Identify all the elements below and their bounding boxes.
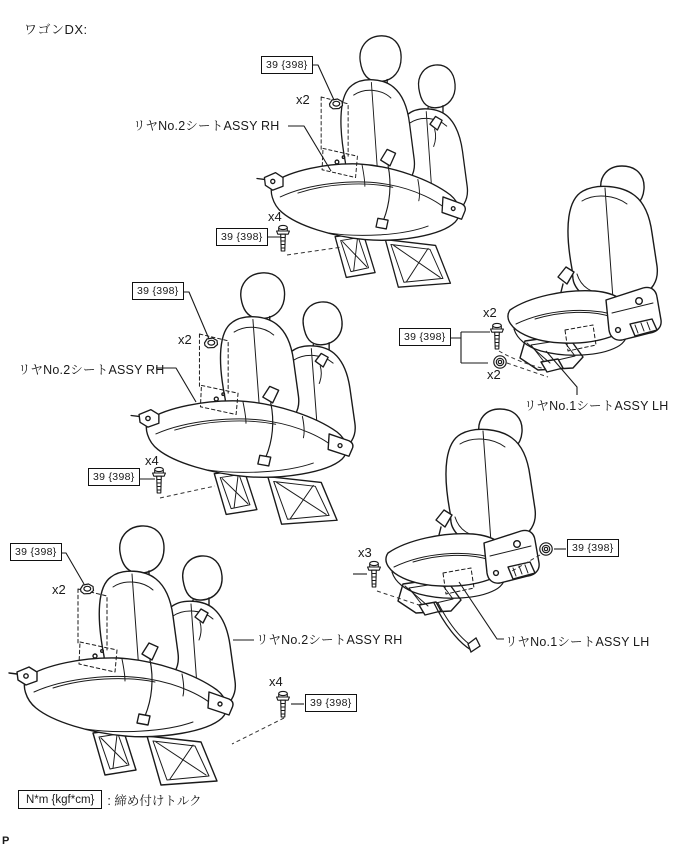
single-seat-no1-lh-1	[508, 166, 661, 372]
bolt-icon-bench2	[153, 467, 166, 493]
page-title: ワゴンDX:	[24, 22, 88, 37]
torque-spec-box-2: 39 {398}	[216, 228, 268, 246]
bolt-icon-single2	[368, 561, 381, 587]
torque-unit-box: N*m {kgf*cm}	[18, 790, 102, 809]
fastener-count-6: x2	[487, 367, 501, 382]
torque-spec-box-3: 39 {398}	[132, 282, 184, 300]
torque-spec-box-1: 39 {398}	[261, 56, 313, 74]
torque-spec-box-5: 39 {398}	[399, 328, 451, 346]
seat-label-bench1: リヤNo.2シートASSY RH	[133, 119, 280, 133]
fastener-count-7: x2	[52, 582, 66, 597]
nut-icon-bench2	[205, 338, 218, 348]
torque-legend-text: : 締め付けトルク	[107, 793, 202, 808]
bolt-icon-single1	[491, 323, 504, 349]
torque-spec-box-8: 39 {398}	[567, 539, 619, 557]
seat-label-single2: リヤNo.1シートASSY LH	[505, 635, 650, 649]
fastener-count-2: x4	[268, 209, 282, 224]
nut-icon-bench1	[330, 99, 343, 109]
nut-icon-bench3	[81, 584, 94, 594]
torque-spec-box-6: 39 {398}	[10, 543, 62, 561]
single-seat-no1-lh-2	[386, 409, 539, 615]
nut-icon-single2	[540, 543, 552, 555]
fastener-count-8: x4	[269, 674, 283, 689]
fastener-count-9: x3	[358, 545, 372, 560]
seat-label-single1: リヤNo.1シートASSY LH	[524, 399, 669, 413]
torque-spec-box-7: 39 {398}	[305, 694, 357, 712]
fastener-count-3: x2	[178, 332, 192, 347]
bolt-icon-bench1	[277, 225, 290, 251]
torque-spec-box-4: 39 {398}	[88, 468, 140, 486]
seat-label-bench2: リヤNo.2シートASSY RH	[18, 363, 165, 377]
seat-label-bench3: リヤNo.2シートASSY RH	[256, 633, 403, 647]
fastener-count-4: x4	[145, 453, 159, 468]
bench-seat-no2-rh-3	[9, 526, 235, 785]
bench-seat-no2-rh-2	[131, 273, 355, 524]
torque-legend	[18, 790, 202, 809]
bolt-icon-bench3	[277, 691, 290, 717]
fastener-count-5: x2	[483, 305, 497, 320]
fastener-count-1: x2	[296, 92, 310, 107]
page-marker: P	[2, 835, 10, 847]
